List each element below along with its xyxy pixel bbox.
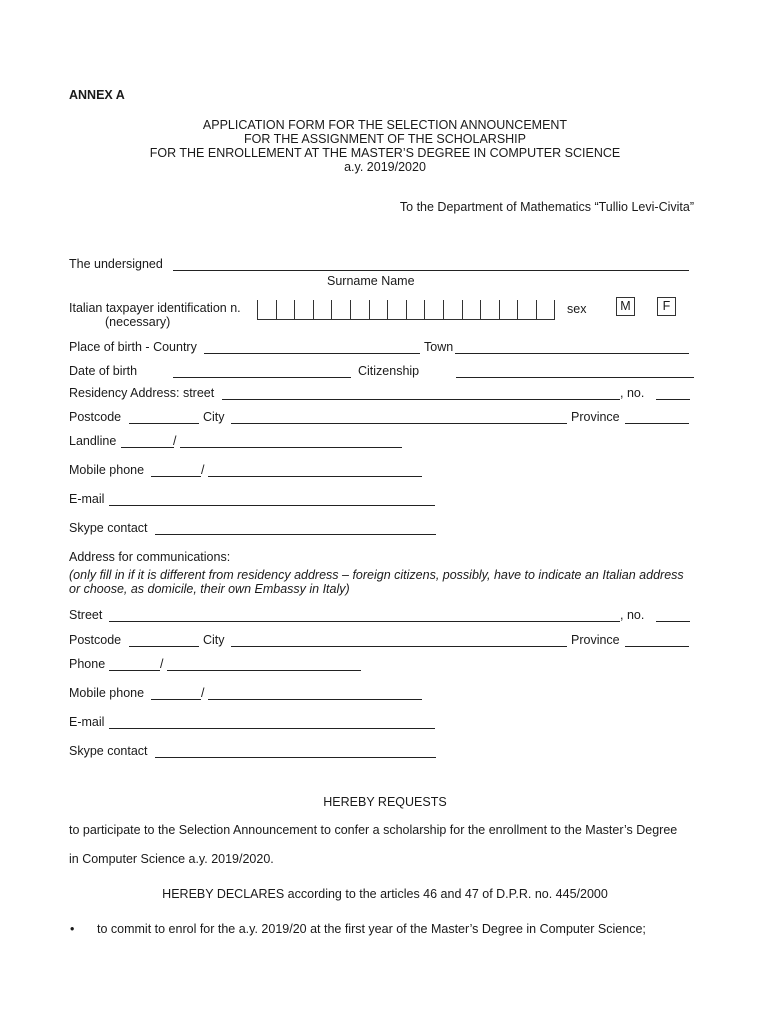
comm-province-label: Province xyxy=(571,633,620,647)
surname-name-caption: Surname Name xyxy=(327,274,415,288)
mobile-slash: / xyxy=(201,463,205,477)
comm-skype-label: Skype contact xyxy=(69,744,148,758)
mobile-label: Mobile phone xyxy=(69,463,145,477)
comm-mobile-label: Mobile phone xyxy=(69,686,145,700)
tin-boxes[interactable] xyxy=(257,300,555,320)
comm-email-field[interactable] xyxy=(109,728,435,729)
landline-slash: / xyxy=(173,434,177,448)
email-label: E-mail xyxy=(69,492,105,506)
comm-city-label: City xyxy=(203,633,225,647)
comm-street-field[interactable] xyxy=(109,621,620,622)
sex-label: sex xyxy=(567,302,587,316)
declares-item-1: to commit to enrol for the a.y. 2019/20 at the first year of the Master’s Degree in Computer Science; xyxy=(97,922,646,936)
city-field[interactable] xyxy=(231,423,567,424)
comm-phone-prefix-field[interactable] xyxy=(109,670,160,671)
comm-province-field[interactable] xyxy=(625,646,689,647)
birth-country-field[interactable] xyxy=(204,353,420,354)
comm-mobile-number-field[interactable] xyxy=(208,699,422,700)
comm-email-label: E-mail xyxy=(69,715,105,729)
citizenship-field[interactable] xyxy=(456,377,694,378)
undersigned-field[interactable] xyxy=(173,270,689,271)
comm-phone-number-field[interactable] xyxy=(167,670,361,671)
birth-date-field[interactable] xyxy=(173,377,351,378)
landline-label: Landline xyxy=(69,434,117,448)
comm-city-field[interactable] xyxy=(231,646,567,647)
postcode-label: Postcode xyxy=(69,410,122,424)
title-line-2: FOR THE ASSIGNMENT OF THE SCHOLARSHIP xyxy=(244,132,526,146)
mobile-prefix-field[interactable] xyxy=(151,476,201,477)
comm-no-field[interactable] xyxy=(656,621,690,622)
residency-no-field[interactable] xyxy=(656,399,690,400)
residency-label: Residency Address: street xyxy=(69,386,215,400)
landline-number-field[interactable] xyxy=(180,447,402,448)
town-label: Town xyxy=(424,340,454,354)
requests-text-2: in Computer Science a.y. 2019/2020. xyxy=(69,852,274,866)
residency-no-label: , no. xyxy=(620,386,645,400)
title-line-1: APPLICATION FORM FOR THE SELECTION ANNOUNCEMENT xyxy=(202,118,568,132)
communications-heading: Address for communications: xyxy=(69,550,231,564)
comm-postcode-label: Postcode xyxy=(69,633,122,647)
comm-postcode-field[interactable] xyxy=(129,646,199,647)
communications-note-2: or choose, as domicile, their own Embassy in Italy) xyxy=(69,582,350,596)
bullet-icon: • xyxy=(70,922,75,936)
comm-mobile-prefix-field[interactable] xyxy=(151,699,201,700)
comm-no-label: , no. xyxy=(620,608,645,622)
communications-note-1: (only fill in if it is different from residency address – foreign citizens, possibly, have to indicate an Italian address xyxy=(69,568,684,582)
city-label: City xyxy=(203,410,225,424)
comm-street-label: Street xyxy=(69,608,103,622)
citizenship-label: Citizenship xyxy=(358,364,420,378)
comm-phone-label: Phone xyxy=(69,657,106,671)
province-label: Province xyxy=(571,410,620,424)
undersigned-label: The undersigned xyxy=(69,257,163,271)
town-field[interactable] xyxy=(455,353,689,354)
requests-heading: HEREBY REQUESTS xyxy=(323,795,447,809)
comm-skype-field[interactable] xyxy=(155,757,436,758)
skype-label: Skype contact xyxy=(69,521,148,535)
sex-m-checkbox[interactable]: M xyxy=(616,297,635,316)
title-line-3: FOR THE ENROLLEMENT AT THE MASTER’S DEGREE IN COMPUTER SCIENCE xyxy=(149,146,621,160)
addressee: To the Department of Mathematics “Tullio Levi-Civita” xyxy=(399,200,694,214)
annex-label: ANNEX A xyxy=(69,88,125,102)
landline-prefix-field[interactable] xyxy=(121,447,174,448)
title-line-4: a.y. 2019/2020 xyxy=(344,160,426,174)
birth-country-label: Place of birth - Country xyxy=(69,340,197,354)
province-field[interactable] xyxy=(625,423,689,424)
comm-mobile-slash: / xyxy=(201,686,205,700)
mobile-number-field[interactable] xyxy=(208,476,422,477)
skype-field[interactable] xyxy=(155,534,436,535)
email-field[interactable] xyxy=(109,505,435,506)
birth-date-label: Date of birth xyxy=(69,364,138,378)
tin-note: (necessary) xyxy=(105,315,171,329)
postcode-field[interactable] xyxy=(129,423,199,424)
comm-phone-slash: / xyxy=(160,657,164,671)
residency-street-field[interactable] xyxy=(222,399,620,400)
declares-heading: HEREBY DECLARES according to the articles 46 and 47 of D.P.R. no. 445/2000 xyxy=(162,887,608,901)
sex-f-checkbox[interactable]: F xyxy=(657,297,676,316)
tin-label: Italian taxpayer identification n. xyxy=(69,301,241,315)
requests-text-1: to participate to the Selection Announcement to confer a scholarship for the enrollment to the Master’s Degree xyxy=(69,823,678,837)
